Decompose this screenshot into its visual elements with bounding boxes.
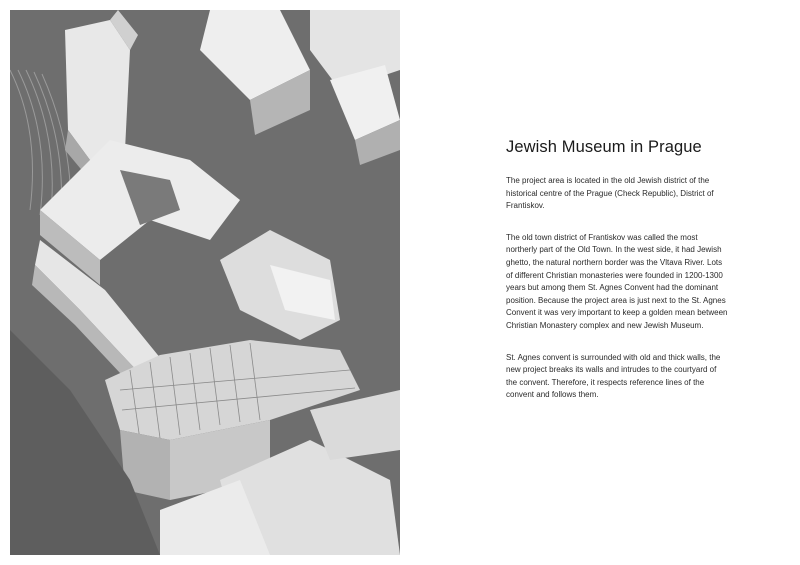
site-axonometric-image (10, 10, 400, 555)
paragraph-concept: St. Agnes convent is surrounded with old and thick walls, the new project breaks its walls and intrudes to the courtyard of the convent. Therefore, it respects reference lines of the convent and follows them. (506, 352, 721, 400)
paragraph-history: The old town district of Frantiskov was called the most northerly part of the Old Town. In the west side, it had Jewish ghetto, the natural northern border was the Vltava River. Lots of different Christian monasteries were founded in 1200-1300 years but among them St. Agnes Convent had the dominant position. Because the project area is just next to the St. Agnes Convent it was very important to keep a golden mean between Christian Monastery complex and new Jewish Museum. (506, 232, 728, 330)
axonometric-site-drawing (10, 10, 400, 555)
article-text (506, 138, 728, 421)
paragraph-location: The project area is located in the old Jewish district of the historical centre of the Prague (Check Republic), District of Frantiskov. (506, 176, 714, 211)
article-title: Jewish Museum in Prague (506, 138, 702, 156)
